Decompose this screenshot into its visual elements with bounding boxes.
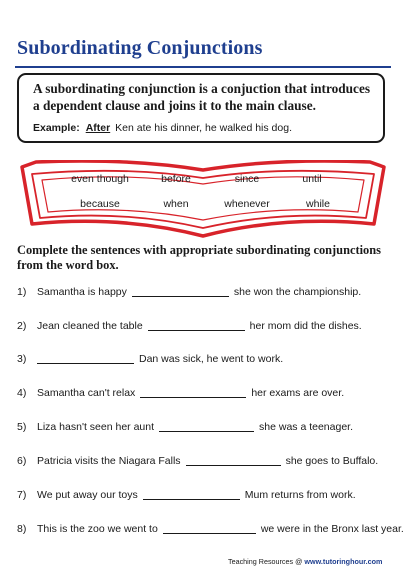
question-number: 6) xyxy=(17,455,27,467)
page-title: Subordinating Conjunctions xyxy=(17,37,263,59)
question-before-text: Liza hasn't seen her aunt xyxy=(37,421,155,433)
question-8 xyxy=(17,522,404,535)
word-even-though: even though xyxy=(71,173,129,185)
question-before-text: Samantha can't relax xyxy=(37,387,136,399)
word-because: because xyxy=(80,198,120,210)
question-before-text: Patricia visits the Niagara Falls xyxy=(37,455,181,467)
question-5 xyxy=(17,420,353,433)
title-underline xyxy=(15,66,391,68)
question-after-text: she goes to Buffalo. xyxy=(285,455,379,467)
definition-box xyxy=(17,73,385,143)
question-after-text: she won the championship. xyxy=(233,286,362,298)
word-box xyxy=(20,160,386,240)
word-when: when xyxy=(163,198,189,210)
question-2 xyxy=(17,319,362,332)
question-number: 1) xyxy=(17,286,27,298)
question-after-text: Mum returns from work. xyxy=(244,489,356,501)
question-number: 4) xyxy=(17,387,27,399)
question-6 xyxy=(17,454,378,467)
question-4 xyxy=(17,386,344,399)
word-before: before xyxy=(161,173,191,185)
question-number: 3) xyxy=(17,353,27,365)
footer-prefix: Teaching Resources @ xyxy=(228,557,303,566)
instructions: Complete the sentences with appropriate subordinating conjunctions from the word box. xyxy=(17,243,381,272)
example-label: Example: xyxy=(33,122,80,134)
question-before-text: Jean cleaned the table xyxy=(37,320,143,332)
question-after-text: we were in the Bronx last year. xyxy=(260,523,404,535)
question-number: 8) xyxy=(17,523,27,535)
example-answer: After xyxy=(85,122,111,134)
word-whenever: whenever xyxy=(224,198,270,210)
footer xyxy=(228,557,382,566)
question-7 xyxy=(17,488,356,501)
answer-blank[interactable] xyxy=(148,319,245,331)
answer-blank[interactable] xyxy=(163,522,256,534)
word-since: since xyxy=(234,173,260,185)
question-after-text: Dan was sick, he went to work. xyxy=(139,353,284,365)
question-number: 5) xyxy=(17,421,27,433)
question-after-text: she was a teenager. xyxy=(259,421,353,433)
answer-blank[interactable] xyxy=(186,454,281,466)
answer-blank[interactable] xyxy=(159,420,254,432)
word-while: while xyxy=(306,198,330,210)
example-sentence: Ken ate his dinner, he walked his dog. xyxy=(115,122,292,134)
question-number: 2) xyxy=(17,320,27,332)
answer-blank[interactable] xyxy=(132,285,229,297)
example-line xyxy=(33,122,292,134)
question-1 xyxy=(17,285,361,298)
answer-blank[interactable] xyxy=(140,386,246,398)
footer-link[interactable]: www.tutoringhour.com xyxy=(304,557,383,566)
answer-blank[interactable] xyxy=(143,488,240,500)
question-after-text: her mom did the dishes. xyxy=(249,320,362,332)
answer-blank[interactable] xyxy=(37,352,134,364)
question-before-text: We put away our toys xyxy=(37,489,138,501)
question-before-text: This is the zoo we went to xyxy=(37,523,158,535)
definition-text: A subordinating conjunction is a conjuction that introduces a dependent clause and joins it to the main clause. xyxy=(33,81,371,113)
question-number: 7) xyxy=(17,489,27,501)
question-3 xyxy=(17,352,283,365)
word-until: until xyxy=(302,173,322,185)
question-before-text: Samantha is happy xyxy=(37,286,127,298)
question-after-text: her exams are over. xyxy=(251,387,345,399)
